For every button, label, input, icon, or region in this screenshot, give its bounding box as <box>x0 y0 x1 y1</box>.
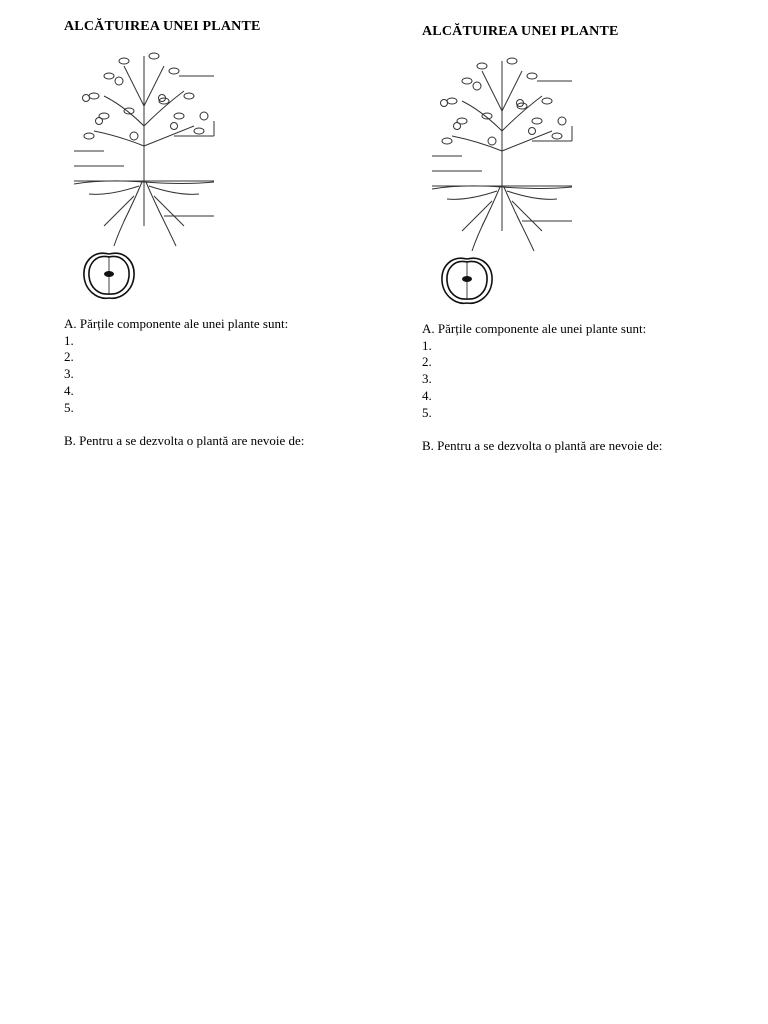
apple-half-icon <box>437 253 497 308</box>
list-item: 1. <box>64 332 74 348</box>
list-item: 2. <box>422 354 432 370</box>
question-a: A. Părțile componente ale unei plante sunt: <box>422 321 647 336</box>
list-item: 1. <box>422 337 432 353</box>
questions-block <box>64 316 394 450</box>
list-item: 3. <box>64 366 74 382</box>
apple-half-icon <box>79 248 139 303</box>
list-item: 5. <box>422 404 432 420</box>
list-item: 4. <box>64 382 74 398</box>
worksheet-title: ALCĂTUIREA UNEI PLANTE <box>64 19 261 34</box>
plant-figure <box>422 41 582 303</box>
worksheet-right <box>422 23 752 455</box>
list-item: 2. <box>64 349 74 365</box>
list-item: 4. <box>422 387 432 403</box>
tree-illustration-icon <box>422 41 582 256</box>
question-b: B. Pentru a se dezvolta o plantă are nevoie de: <box>64 432 305 448</box>
plant-figure <box>64 36 224 298</box>
list-item: 3. <box>422 371 432 387</box>
worksheet-left <box>64 18 394 450</box>
questions-block <box>422 321 752 455</box>
question-b: B. Pentru a se dezvolta o plantă are nevoie de: <box>422 437 663 453</box>
worksheet-title: ALCĂTUIREA UNEI PLANTE <box>422 24 619 39</box>
question-a: A. Părțile componente ale unei plante sunt: <box>64 316 289 331</box>
tree-illustration-icon <box>64 36 224 251</box>
list-item: 5. <box>64 399 74 415</box>
